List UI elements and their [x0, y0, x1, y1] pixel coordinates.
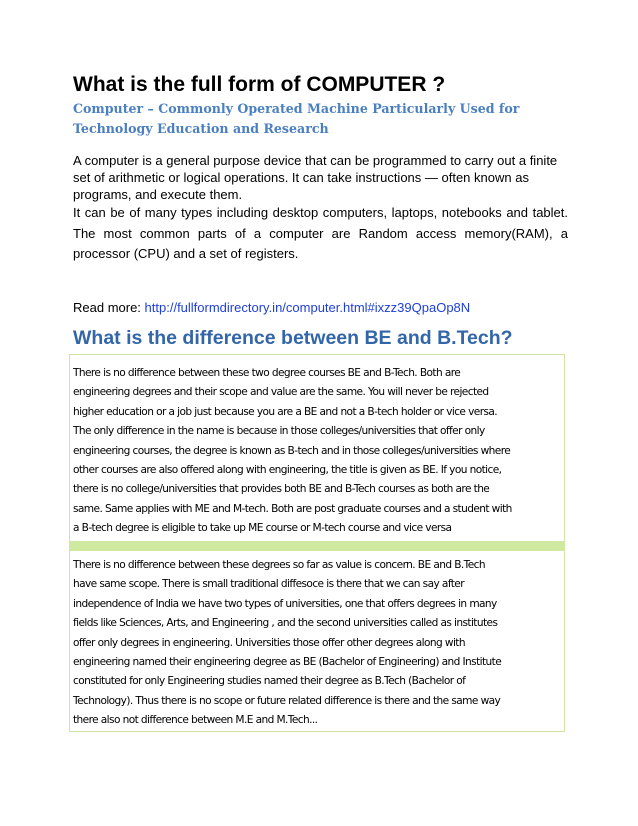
computer-types-paragraph: It can be of many types including desktop computers, laptops, notebooks and tablet. The most common parts of a computer are Random access memory(RAM), a processor (CPU) and a set of registers. — [73, 205, 568, 261]
answer-line: engineering courses, the degree is known as B-tech and in those colleges/universities where — [73, 444, 511, 457]
answer-line: have same scope. There is small traditional diffesoce is there that we can say after — [73, 578, 464, 591]
answer-line: independence of India we have two types of universities, one that offers degrees in many — [73, 597, 497, 610]
answer-line: same. Same applies with ME and M-tech. Both are post graduate courses and a student with — [73, 502, 512, 515]
answer-block-1 — [73, 364, 563, 539]
full-form-subtitle: Computer – Commonly Operated Machine Particularly Used for Technology Education and Research — [73, 101, 520, 136]
answer-line: There is no difference between these degrees so far as value is concern. BE and B.Tech — [73, 559, 485, 571]
read-more-link[interactable]: http://fullformdirectory.in/computer.html#ixzz39QpaOp8N — [144, 300, 471, 315]
page-title: What is the full form of COMPUTER ? — [73, 73, 446, 96]
answer-line: fields like Sciences, Arts, and Engineering , and the second universities called as institutes — [73, 617, 498, 630]
answer-line: a B-tech degree is eligible to take up ME course or M-tech course and vice versa — [73, 522, 452, 535]
answer-line: Technology). Thus there is no scope or future related difference is there and the same way — [73, 694, 501, 707]
read-more-label: Read more: — [73, 300, 145, 315]
answer-line: engineering named their engineering degree as BE (Bachelor of Engineering) and Institute — [73, 656, 502, 669]
answer-line: offer only degrees in engineering. Universities those offer other degrees along with — [73, 636, 465, 649]
answer-line: There is no difference between these two degree courses BE and B-Tech. Both are — [73, 367, 461, 379]
answer-line: engineering degrees and their scope and value are the same. You will never be rejected — [73, 386, 489, 399]
computer-definition-paragraph: A computer is a general purpose device that can be programmed to carry out a finite set of arithmetic or logical operations. It can take instructions — often known as programs, and execute them. — [73, 153, 558, 202]
answer-line: there is no college/universities that provides both BE and B-Tech courses as both are the — [73, 483, 490, 496]
answer-line: higher education or a job just because you are a BE and not a B-tech holder or vice versa. — [73, 405, 498, 418]
answer-divider — [69, 541, 565, 551]
answer-line: constituted for only Engineering studies named their degree as B.Tech (Bachelor of — [73, 675, 466, 688]
answer-line: there also not difference between M.E and M.Tech... — [73, 714, 318, 727]
section-heading: What is the difference between BE and B.Tech? — [73, 327, 513, 349]
answer-line: The only difference in the name is because in those colleges/universities that offer only — [73, 425, 485, 438]
read-more-line — [73, 299, 573, 317]
answer-block-2 — [73, 556, 563, 731]
answer-line: other courses are also offered along with engineering, the title is given as BE. If you notice, — [73, 464, 502, 477]
